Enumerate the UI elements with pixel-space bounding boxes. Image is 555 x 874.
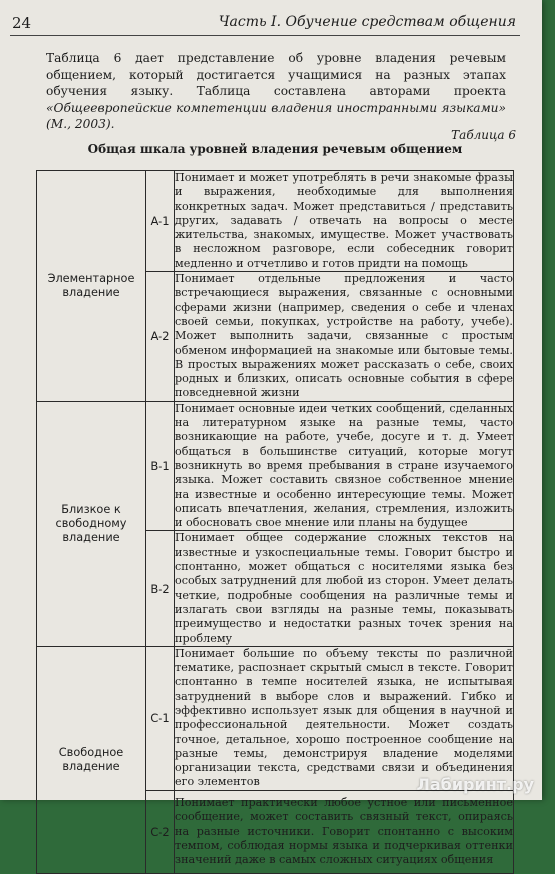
running-head: Часть I. Обучение средствам общения	[218, 14, 516, 30]
watermark-logo: Лабиринт.ру	[416, 775, 534, 794]
level-code: B-2	[146, 531, 175, 646]
table-caption: Таблица 6	[451, 128, 516, 142]
level-description: Понимает отдельные предложения и часто встречающиеся выражения, связанные с основными сферами жизни (например, сведения о себе и членах своей семьи, покупках, устройстве на работу, учебе). Может выполнить задачи, связанные с простым обменом информацией на знакомые или бытовые темы. В простых выражениях может рассказать о себе, своих родных и близких, описать основные события в сфере повседневной жизни	[175, 272, 513, 400]
level-code: C-2	[146, 790, 175, 873]
intro-text: Таблица 6 дает представление об уровне владения речевым общением, который достигается учащимися на разных этапах обучения языку. Таблица составлена авторами проекта	[46, 51, 506, 98]
table-row	[37, 171, 514, 272]
level-near-fluent: Близкое к свободному владение	[37, 401, 146, 646]
level-code: A-1	[146, 171, 175, 272]
level-description: Понимает общее содержание сложных текстов на известные и узкоспециальные темы. Говорит быстро и спонтанно, может общаться с носителями языка без особых затруднений для любой из сторон. Умеет делать четкие, подробные сообщения на различные темы и излагать свои взгляды на разные темы, показывать преимущество и недостатки разных точек зрения на проблему	[175, 531, 513, 645]
table-row	[37, 401, 514, 531]
intro-paragraph	[46, 50, 506, 133]
level-code: B-1	[146, 401, 175, 531]
intro-citation: «Общеевропейские компетенции владения иностранными языками» (М., 2003).	[46, 100, 506, 131]
level-elementary: Элементарное владение	[37, 171, 146, 402]
table-row	[37, 646, 514, 790]
level-code: C-1	[146, 646, 175, 790]
levels-table	[36, 170, 514, 874]
page-number: 24	[12, 14, 32, 32]
level-description: Понимает основные идеи четких сообщений, сделанных на литературном языке на разные темы, часто возникающие на работе, учебе, досуге и т. д. Умеет общаться в большинстве ситуаций, которые могут возникнуть во время пребывания в стране изучаемого языка. Может составить связное собственное мнение на известные и особенно интересующие темы. Может описать впечатления, желания, стремления, изложить и обосновать свое мнение или планы на будущее	[175, 401, 513, 530]
level-description: Понимает практически любое устное или письменное сообщение, может составить связный текст, опираясь на разные источники. Говорит спонтанно с высоким темпом, соблюдая нормы языка и подчеркивая оттенки значений даже в самых сложных ситуациях общения	[175, 790, 514, 873]
header-rule	[10, 35, 520, 36]
level-fluent: Свободное владение	[37, 646, 146, 873]
level-code: A-2	[146, 272, 175, 402]
level-description: Понимает и может употреблять в речи знакомые фразы и выражения, необходимые для выполнения конкретных задач. Может представиться / представить других, задавать / отвечать на вопросы о месте жительства, знакомых, имуществе. Может участвовать в несложном разговоре, если собеседник говорит медленно и отчетливо и готов придти на помощь	[175, 171, 513, 270]
table-title: Общая шкала уровней владения речевым общением	[87, 142, 463, 156]
level-description: Понимает большие по объему тексты по различной тематике, распознает скрытый смысл в тексте. Говорит спонтанно в темпе носителей языка, не испытывая затруднений в выборе слов и выражений. Гибко и эффективно использует язык для общения в научной и профессиональной деятельности. Может создать точное, детальное, хорошо построенное сообщение на разные темы, демонстрируя владение моделями организации текста, средствами связи и объединения его элементов	[175, 646, 513, 789]
